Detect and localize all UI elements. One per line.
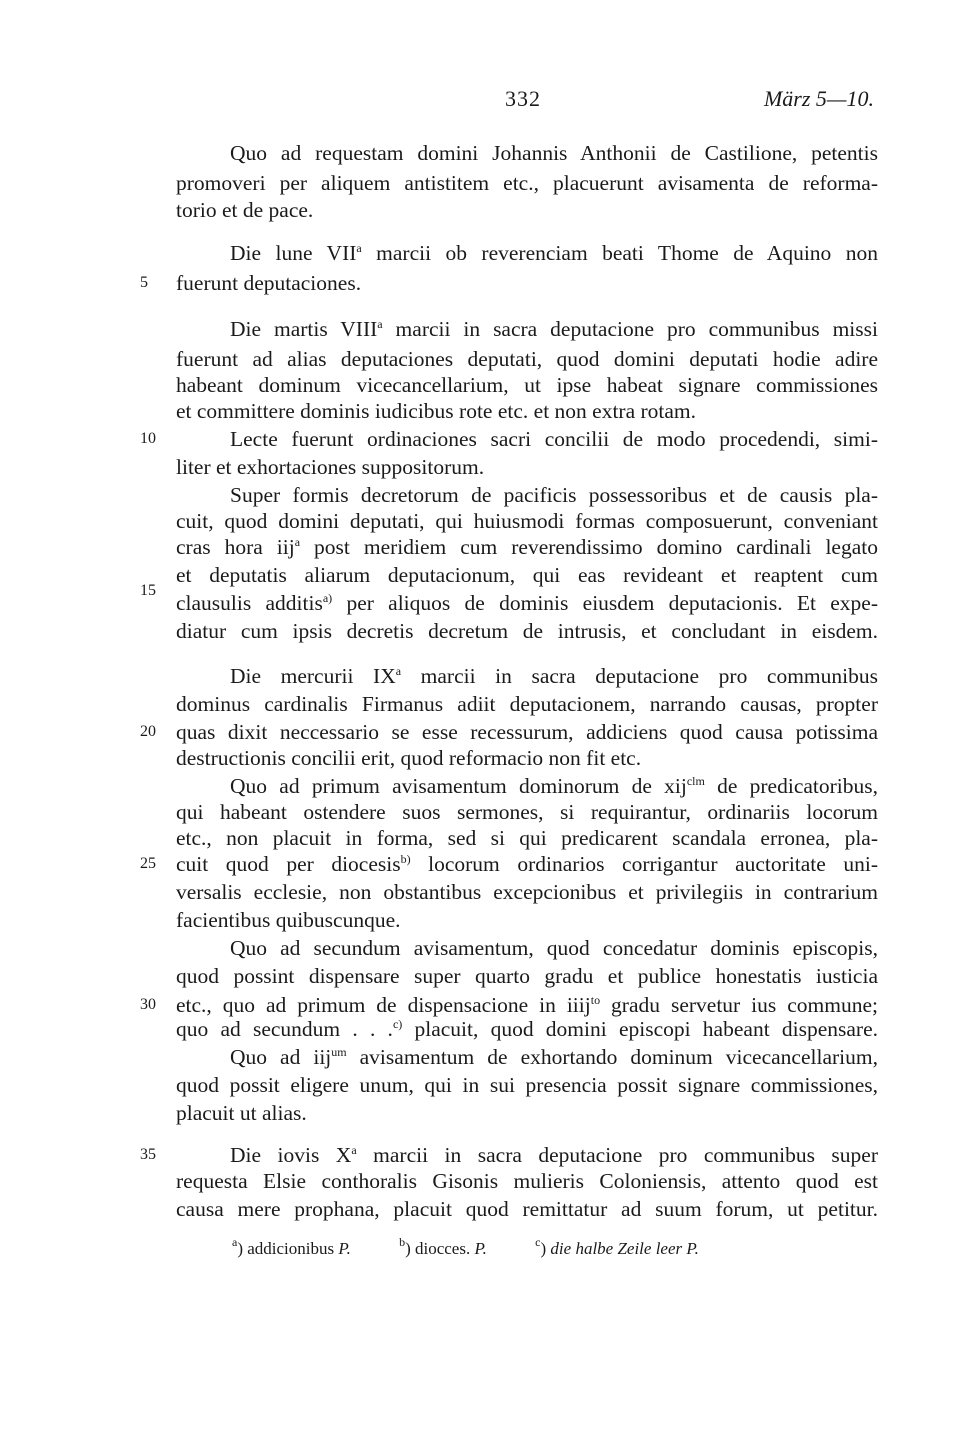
text-line: Quo ad iij$^{um}$ avisamentum de exhortando dominum vicecancellarium, (230, 1045, 878, 1069)
line-number: 35 (140, 1146, 156, 1163)
text-line: facientibus quibuscunque. (176, 908, 401, 932)
text-line: cras hora iij$^a$ post meridiem cum reverendissimo domino cardinali legato (176, 535, 878, 559)
text-line: Die mercurii $IX^a$ marcii in sacra deputacione pro communibus (230, 664, 878, 688)
footnote-c: $^c$) die halbe Zeile leer P. (535, 1235, 699, 1258)
text-line: quod possit eligere unum, qui in sui presencia possit signare commissiones, (176, 1073, 878, 1097)
line-number: 5 (140, 274, 148, 291)
text-line: diatur cum ipsis decretis decretum de intrusis, et concludant in eisdem. (176, 619, 878, 643)
text-line: liter et exhortaciones suppositorum. (176, 455, 485, 479)
text-line: et deputatis aliarum deputacionum, qui eas revideant et reaptent cum (176, 563, 878, 587)
text-line: Die lune VII$^a$ marcii ob reverenciam beati Thome de Aquino non (230, 241, 878, 265)
page-header (0, 86, 960, 116)
text-line: promoveri per aliquem antistitem etc., placuerunt avisamenta de reforma- (176, 171, 878, 195)
text-line: dominus cardinalis Firmanus adiit deputacionem, narrando causas, propter (176, 692, 878, 716)
page-number: 332 (505, 86, 541, 111)
text-line: Super formis decretorum de pacificis possessoribus et de causis pla- (230, 483, 878, 507)
text-line: quas dixit neccessario se esse recessurum, addiciens quod causa potissima (176, 720, 878, 744)
text-line: clausulis additis$^{a)}$ per aliquos de dominis eiusdem deputacionis. Et expe- (176, 591, 878, 615)
text-line: quod possint dispensare super quarto gradu et publice honestatis iusticia (176, 964, 878, 988)
text-line: requesta Elsie conthoralis Gisonis mulieris Coloniensis, attento quod est (176, 1169, 878, 1193)
text-line: habeant dominum vicecancellarium, ut ipse habeat signare commissiones (176, 373, 878, 397)
text-line: torio et de pace. (176, 198, 314, 222)
text-line: et committere dominis iudicibus rote etc. et non extra rotam. (176, 399, 697, 423)
text-line: Quo ad primum avisamentum dominorum de xij$^{clm}$ de predicatoribus, (230, 774, 879, 798)
text-line: Lecte fuerunt ordinaciones sacri concilii de modo procedendi, simi- (230, 427, 878, 451)
text-line: fuerunt deputaciones. (176, 271, 362, 295)
text-line: destructionis concilii erit, quod reformacio non fit etc. (176, 746, 642, 770)
line-number: 15 (140, 582, 156, 599)
text-line: fuerunt ad alias deputaciones deputati, quod domini deputati hodie adire (176, 347, 878, 371)
text-line: versalis ecclesie, non obstantibus excepcionibus et privilegiis in contrarium (176, 880, 878, 904)
footnotes (232, 1236, 832, 1262)
line-number: 10 (140, 430, 156, 447)
line-number: 20 (140, 723, 156, 740)
text-line: Quo ad requestam domini Johannis Anthonii de Castilione, petentis (230, 141, 878, 165)
text-line: quo ad secundum . . .$^{c)}$ placuit, quod domini episcopi habeant dispensare. (176, 1017, 878, 1041)
line-number: 30 (140, 996, 156, 1013)
line-number: 25 (140, 855, 156, 872)
footnote-b: $^b$) diocces. P. (399, 1235, 487, 1258)
text-line: cuit quod per diocesis$^{b)}$ locorum ordinarios corrigantur auctoritate uni- (176, 852, 878, 876)
footnote-a: $^a$) addicionibus P. (232, 1235, 351, 1258)
text-line: etc., quo ad primum de dispensacione in iiij$^{to}$ gradu servetur ius commune; (176, 993, 878, 1017)
text-line: placuit ut alias. (176, 1101, 307, 1125)
text-line: Die iovis $X^a$ marcii in sacra deputacione pro communibus super (230, 1143, 878, 1167)
running-head: März 5—10. (763, 86, 874, 111)
text-line: causa mere prophana, placuit quod remittatur ad suum forum, ut petitur. (176, 1197, 878, 1221)
text-line: etc., non placuit in forma, sed si qui predicarent scandala erronea, pla- (176, 826, 878, 850)
text-line: Die martis VIII$^a$ marcii in sacra deputacione pro communibus missi (230, 317, 878, 341)
text-line: Quo ad secundum avisamentum, quod concedatur dominis episcopis, (230, 936, 878, 960)
text-line: cuit, quod domini deputati, qui huiusmodi formas composuerunt, conveniant (176, 509, 878, 533)
text-line: qui habeant ostendere suos sermones, si requirantur, ordinariis locorum (176, 800, 878, 824)
